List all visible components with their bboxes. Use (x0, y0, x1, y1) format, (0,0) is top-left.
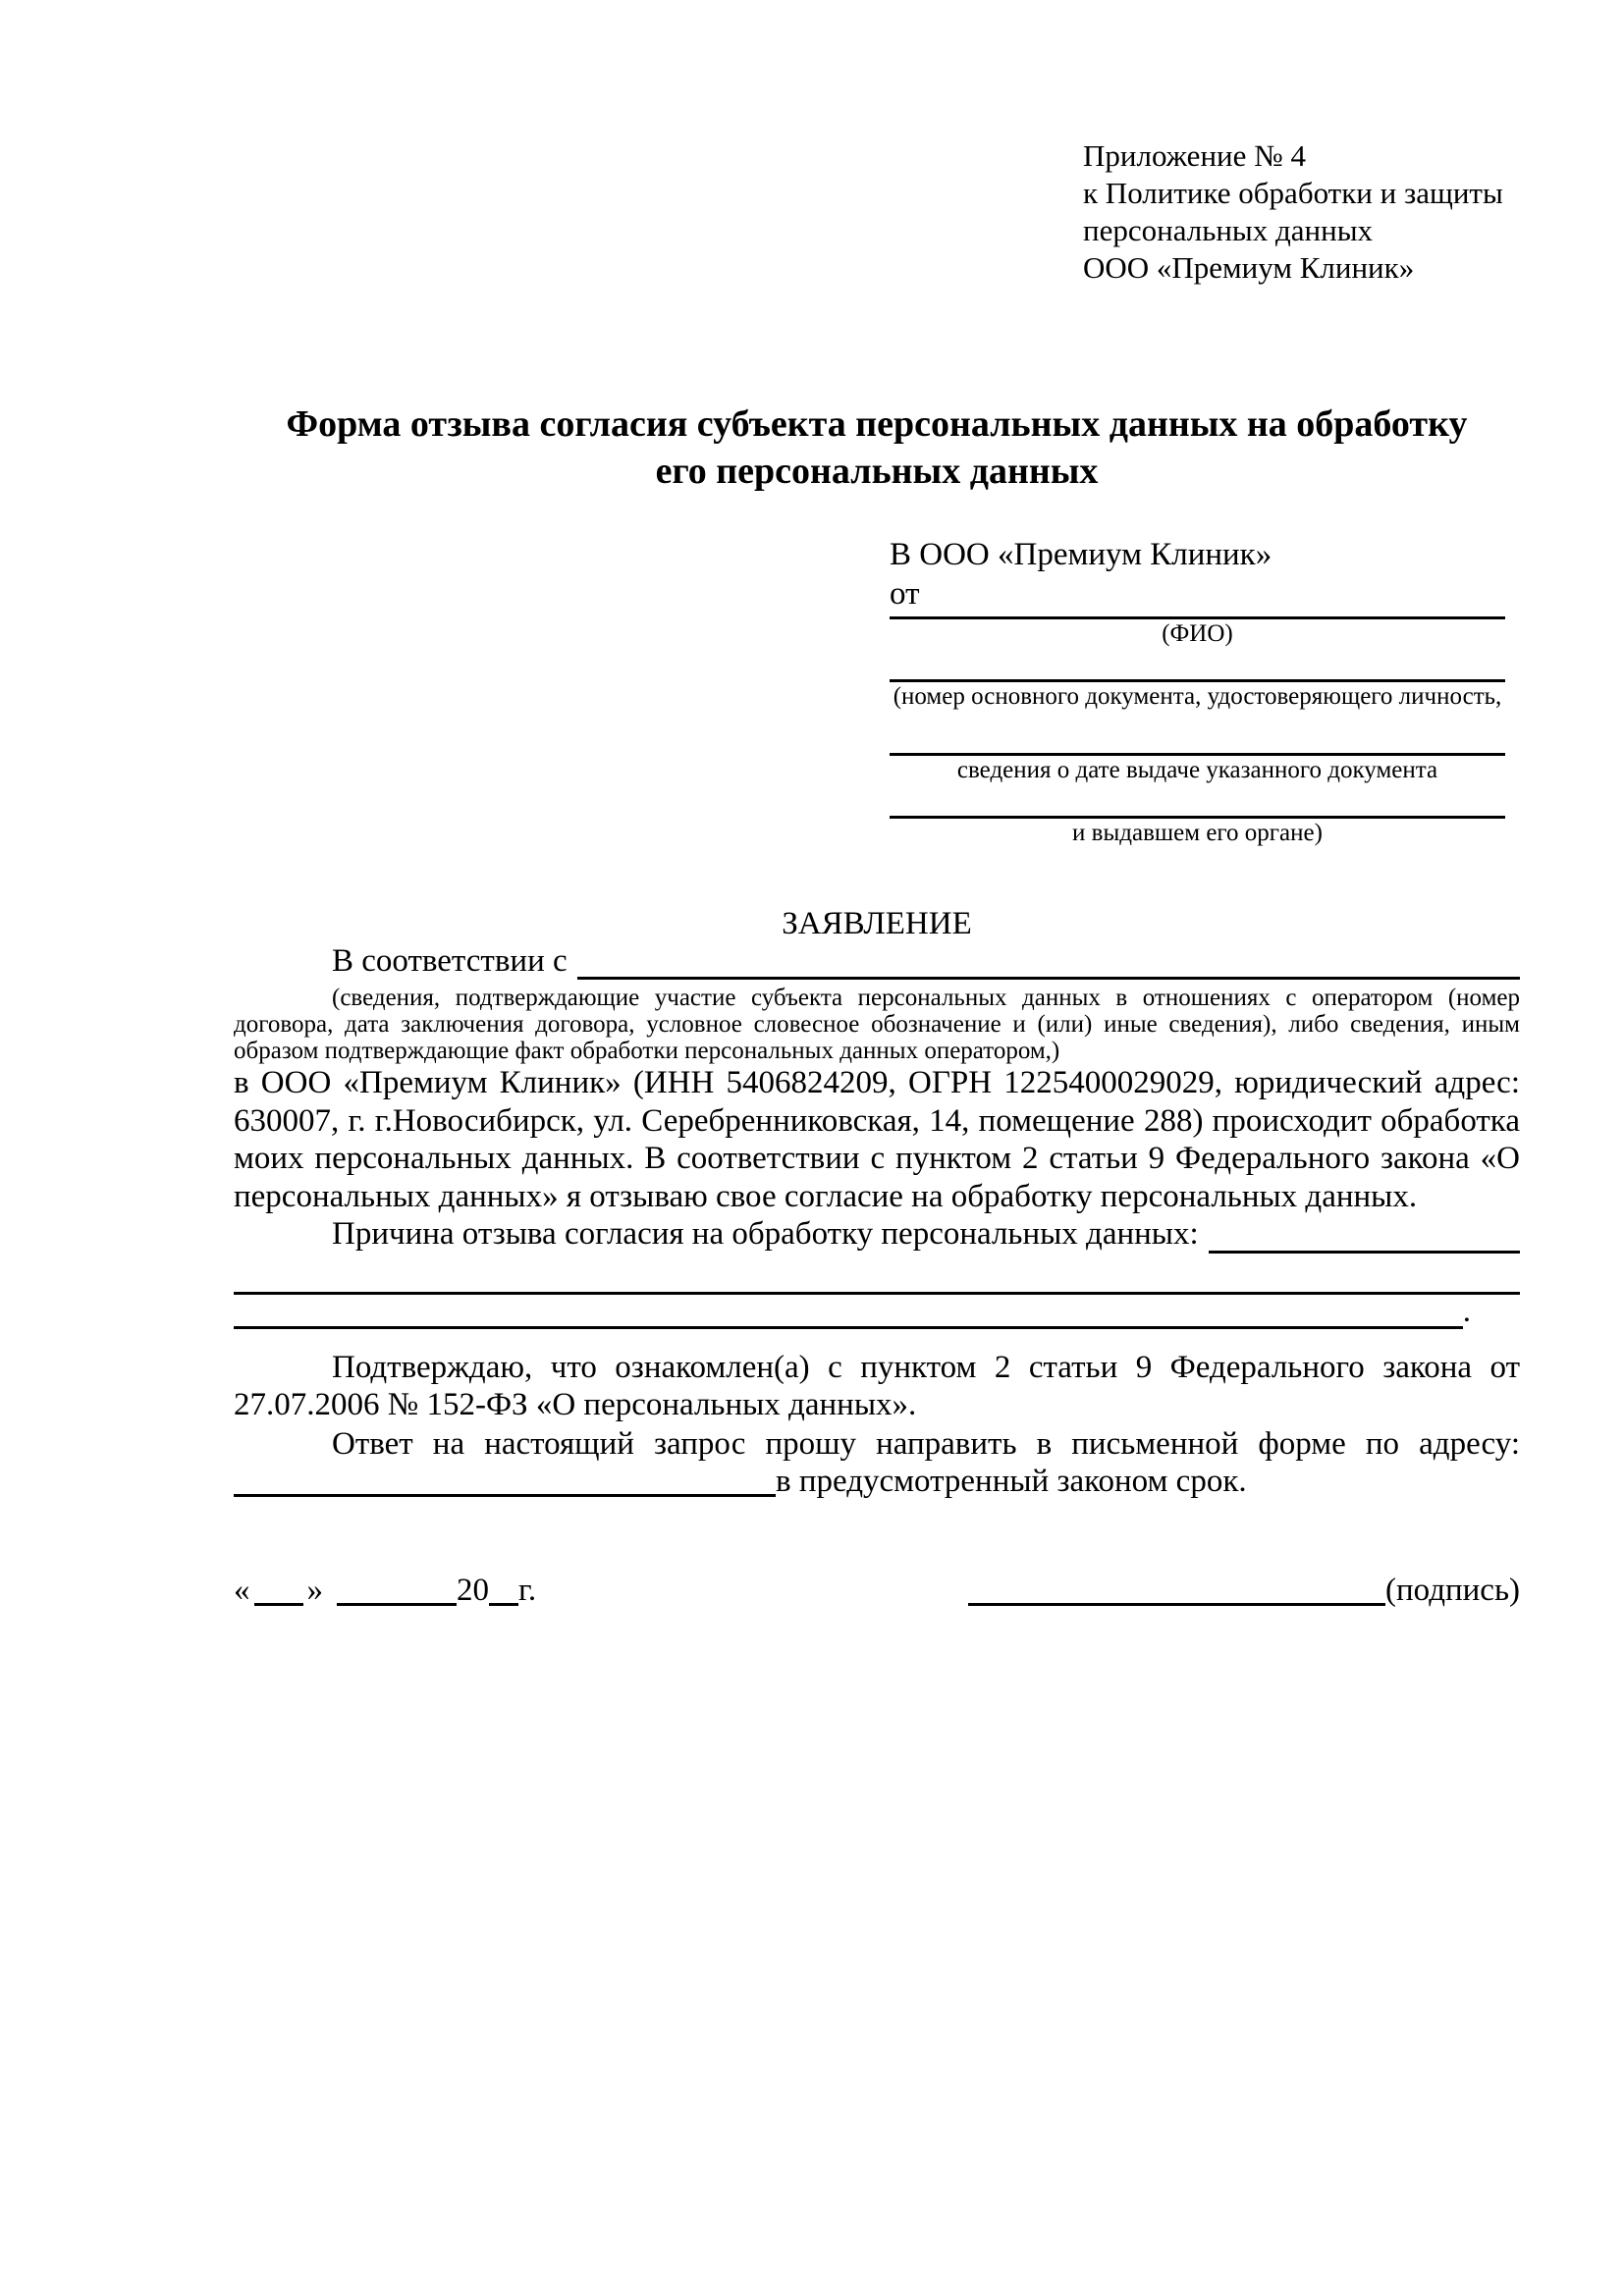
day-blank-line (254, 1598, 303, 1606)
confirmation-paragraph: Подтверждаю, что ознакомлен(а) с пунктом 2 статьи 9 Федерального закона от 27.07.2006 № 152-ФЗ «О персональных данных». (234, 1349, 1520, 1422)
signature-field (968, 1572, 1520, 1609)
addressee-block (890, 535, 1505, 848)
document-caption-line-3: и выдавшем его органе) (1072, 820, 1323, 846)
document-number-blank-line (890, 649, 1505, 682)
reply-suffix: в предусмотренный законом срок. (776, 1464, 1247, 1499)
appendix-line: ООО «Премиум Клиник» (1083, 250, 1415, 285)
reply-paragraph (234, 1425, 1520, 1501)
signature-caption: (подпись) (1385, 1572, 1520, 1608)
reply-prefix: Ответ на настоящий запрос прошу направить в письменной форме по адресу: (332, 1425, 1520, 1462)
footnote-text: (сведения, подтверждающие участие субъекта персональных данных в отношениях с оператором (номер договора, дата заключения договора, условное словесное обозначение и (или) иные сведения), либо сведения, иным образом подтверждающие факт обработки персональных данных оператором,) (234, 985, 1520, 1064)
document-caption-line-1: (номер основного документа, удостоверяющего личность, (893, 683, 1502, 710)
basis-blank-line (577, 942, 1520, 980)
document-caption-line-2: сведения о дате выдаче указанного документа (956, 757, 1438, 783)
form-title (234, 400, 1520, 495)
document-issue-date-blank-line (890, 712, 1505, 756)
year-prefix: 20 (457, 1572, 489, 1608)
month-blank-line (337, 1598, 457, 1606)
addressee-organization: В ООО «Премиум Клиник» (890, 537, 1272, 572)
year-digits-blank-line (489, 1598, 518, 1606)
reason-line (234, 1215, 1520, 1254)
form-title-line-1: Форма отзыва согласия субъекта персональных данных на обработку (286, 403, 1468, 445)
statement-heading: ЗАЯВЛЕНИЕ (782, 906, 972, 941)
fio-caption: (ФИО) (1162, 620, 1233, 647)
intro-prefix: В соответствии с (332, 943, 568, 979)
form-title-line-2: его персональных данных (655, 451, 1099, 492)
appendix-line: к Политике обработки и защиты (1083, 176, 1503, 210)
appendix-header (1083, 137, 1520, 287)
year-suffix: г. (518, 1572, 537, 1608)
reason-continuation-blank-line-2 (234, 1295, 1520, 1329)
reason-blank-line (1209, 1215, 1520, 1254)
addressee-from-label: от (890, 576, 920, 612)
appendix-line: персональных данных (1083, 213, 1374, 247)
document-issuer-blank-line (890, 785, 1505, 819)
address-blank-line (234, 1489, 776, 1497)
reason-continuation-blank-line-1 (234, 1254, 1520, 1295)
statement-body-paragraph: в ООО «Премиум Клиник» (ИНН 5406824209, ОГРН 1225400029029, юридический адрес: 630007, г. г.Новосибирск, ул. Серебренниковская, 14, помещение 288) происходит обработка моих персональных данных. В соответствии с пунктом 2 статьи 9 Федерального закона «О персональных данных» я отзываю свое согласие на обработку персональных данных. (234, 1065, 1520, 1214)
reason-label: Причина отзыва согласия на обработку персональных данных: (332, 1216, 1199, 1252)
quote-close: » (306, 1572, 323, 1608)
signature-blank-line (968, 1598, 1385, 1606)
date-field (234, 1572, 536, 1609)
reason-blank-line-2 (234, 1295, 1463, 1329)
statement-intro-line (234, 942, 1520, 980)
appendix-line: Приложение № 4 (1083, 138, 1306, 173)
quote-open: « (234, 1572, 250, 1608)
sentence-period: . (1462, 1293, 1471, 1329)
date-signature-row (234, 1572, 1520, 1609)
